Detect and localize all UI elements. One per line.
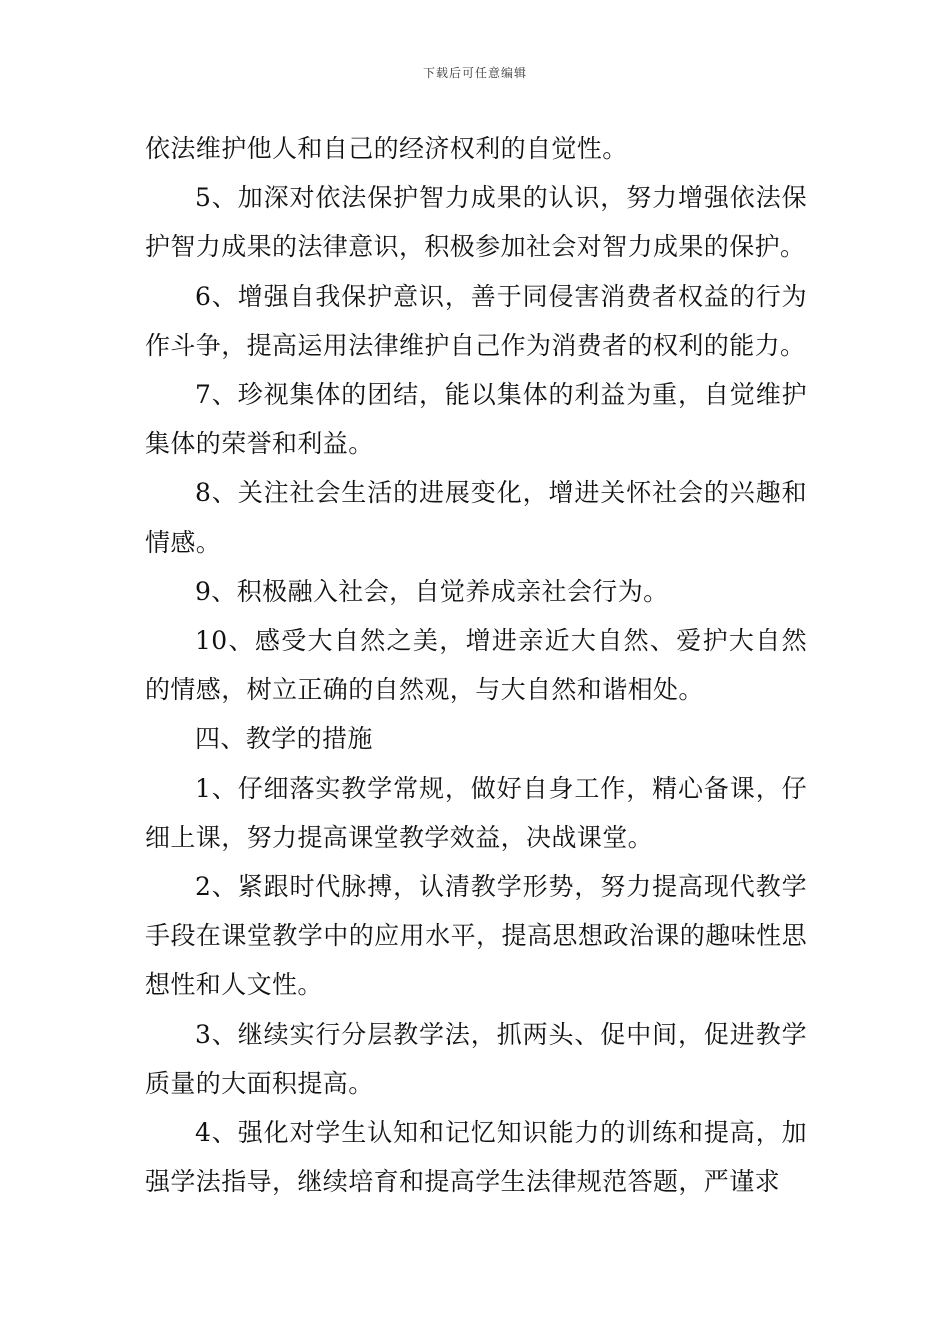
paragraph-6: 9、积极融入社会，自觉养成亲社会行为。 (195, 576, 669, 606)
paragraph-1: 依法维护他人和自己的经济权利的自觉性。 (145, 134, 628, 163)
paragraph-2: 5、加深对依法保护智力成果的认识，努力增强依法保护智力成果的法律意识，积极参加社会对智力成果的保护。 (145, 183, 807, 262)
paragraph-7: 10、感受大自然之美，增进亲近大自然、爱护大自然的情感，树立正确的自然观，与大自然和谐相处。 (145, 626, 807, 705)
document-body (145, 124, 807, 1206)
paragraph-11: 3、继续实行分层教学法，抓两头、促中间，促进教学质量的大面积提高。 (145, 1019, 807, 1098)
paragraph-12: 4、强化对学生认知和记忆知识能力的训练和提高，加强学法指导，继续培育和提高学生法律规范答题，严谨求 (145, 1118, 807, 1197)
paragraph-3: 6、增强自我保护意识，善于同侵害消费者权益的行为作斗争，提高运用法律维护自己作为消费者的权利的能力。 (145, 281, 807, 360)
paragraph-10: 2、紧跟时代脉搏，认清教学形势，努力提高现代教学手段在课堂教学中的应用水平，提高思想政治课的趣味性思想性和人文性。 (145, 872, 807, 1000)
section-heading: 四、教学的措施 (195, 724, 373, 754)
paragraph-4: 7、珍视集体的团结，能以集体的利益为重，自觉维护集体的荣誉和利益。 (145, 380, 807, 459)
paragraph-5: 8、关注社会生活的进展变化，增进关怀社会的兴趣和情感。 (145, 478, 807, 557)
paragraph-9: 1、仔细落实教学常规，做好自身工作，精心备课，仔细上课，努力提高课堂教学效益，决战课堂。 (145, 773, 807, 852)
page-header: 下载后可任意编辑 (422, 66, 527, 80)
